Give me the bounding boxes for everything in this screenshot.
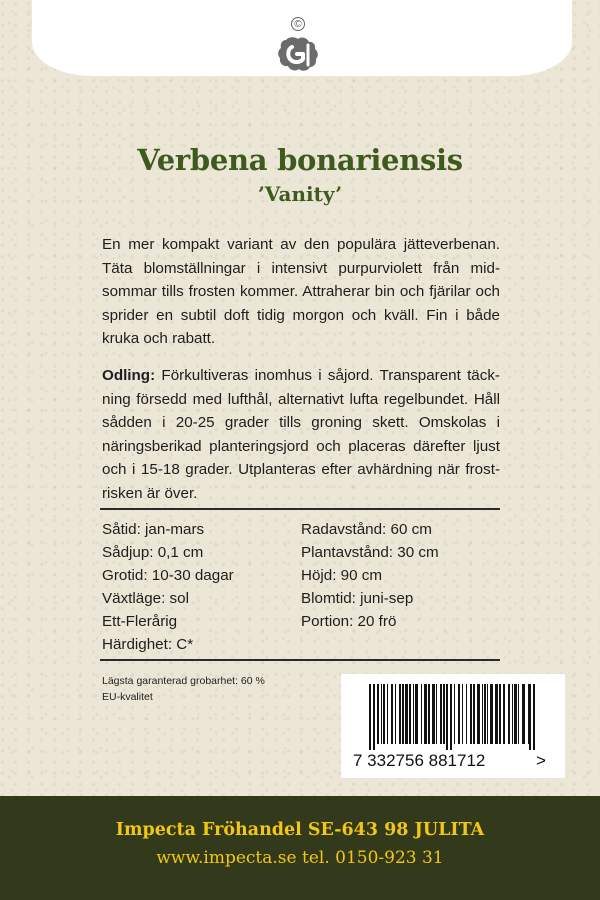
barcode-guard-bar [369, 684, 371, 750]
barcode-bar [522, 684, 525, 744]
small-print [102, 673, 265, 705]
barcode-bar [383, 684, 385, 744]
spec-germination-time: Grotid: 10-30 dagar [102, 567, 234, 584]
barcode-bar [495, 684, 498, 744]
barcode-bar [421, 684, 422, 744]
barcode-bar [432, 684, 435, 744]
barcode-bar [503, 684, 505, 744]
barcode-bar [487, 684, 488, 744]
barcode-bar [482, 684, 483, 744]
barcode-bar [391, 684, 393, 744]
barcode-bar [484, 684, 486, 744]
barcode-bar [402, 684, 404, 744]
barcode-guard-bar [373, 684, 375, 750]
copyright-symbol: © [291, 17, 305, 31]
spec-portion: Portion: 20 frö [301, 613, 397, 630]
barcode-guard-bar [450, 684, 452, 750]
barcode-number: 7 332756 881712 [353, 751, 486, 770]
barcode-bar [466, 684, 467, 744]
barcode-bar [424, 684, 427, 744]
impecta-flower-logo-icon [272, 18, 328, 78]
barcode-bar [415, 684, 418, 744]
barcode-bar [518, 684, 519, 744]
barcode-bars [341, 674, 565, 778]
footer-address: Impecta Fröhandel SE-643 98 JULITA [115, 820, 485, 840]
footer [0, 796, 600, 900]
spec-bloom-time: Blomtid: juni-sep [301, 590, 414, 607]
barcode-bar [512, 684, 513, 744]
barcode-guard-bar [533, 684, 535, 750]
spec-plant-spacing: Plantavstånd: 30 cm [301, 544, 439, 561]
barcode-bar [409, 684, 411, 744]
germination-guarantee: Lägsta garanterad grobarhet: 60 % [102, 675, 265, 687]
divider-bottom [100, 659, 500, 661]
barcode-bar [514, 684, 517, 744]
barcode-bar [399, 684, 401, 744]
spec-position: Växtläge: sol [102, 590, 189, 607]
description-paragraph: En mer kompakt variant av den populära jätteverbenan. Täta blomställningar i intensivt purpurviolett från mid-sommar tills frosten kommer. Attraherar bin och fjärilar och sprider en subtil doft tidig morgon och kväll. Fin i både kruka och rabatt. [102, 236, 500, 347]
cultivation-text: Förkultiveras inomhus i såjord. Transparent täck-ning försedd med lufthål, alternativt lufta regelbundet. Håll sådden i 20-25 grader tills groning skett. Omskolas i näringsberikad planteringsjord och placeras därefter ljust och i 15-18 grader. Utplanteras efter avhärdning när frost-risken är över. [102, 367, 500, 502]
barcode-bar [462, 684, 463, 744]
cultivar-title: ’Vanity’ [257, 182, 343, 206]
specs-right-column [301, 518, 439, 633]
spec-lifecycle: Ett-Flerårig [102, 613, 178, 630]
barcode-bar [458, 684, 460, 744]
barcode-guard-bar [446, 684, 448, 750]
barcode-bar [428, 684, 430, 744]
barcode-bar [443, 684, 445, 744]
barcode-arrow: > [536, 751, 546, 770]
barcode-bar [387, 684, 388, 744]
barcode-bar [381, 684, 382, 744]
barcode-bar [470, 684, 472, 744]
barcode-bar [413, 684, 414, 744]
barcode-bar [477, 684, 480, 744]
barcode-bar [377, 684, 379, 744]
spec-hardiness: Härdighet: C* [102, 636, 194, 653]
barcode-bar [436, 684, 437, 744]
footer-contact: www.impecta.se tel. 0150-923 31 [156, 848, 444, 868]
specs-left-column [102, 518, 234, 656]
barcode-bar [508, 684, 510, 744]
barcode-bar [499, 684, 501, 744]
barcode-bar [473, 684, 475, 744]
spec-row-spacing: Radavstånd: 60 cm [301, 521, 432, 538]
spec-sowing-time: Såtid: jan-mars [102, 521, 205, 538]
barcode-bar [454, 684, 455, 744]
barcode-bar [395, 684, 396, 744]
barcode-bar [405, 684, 408, 744]
barcode-guard-bar [529, 684, 531, 750]
eu-quality: EU-kvalitet [102, 691, 153, 703]
barcode-bar [490, 684, 493, 744]
barcode-bar [440, 684, 442, 744]
spec-sowing-depth: Sådjup: 0,1 cm [102, 544, 204, 561]
cultivation-label: Odling: [102, 367, 156, 384]
barcode [341, 674, 565, 778]
divider-top [100, 508, 500, 510]
species-title: Verbena bonariensis [137, 143, 463, 177]
cultivation-paragraph [102, 364, 500, 505]
spec-height: Höjd: 90 cm [301, 567, 383, 584]
